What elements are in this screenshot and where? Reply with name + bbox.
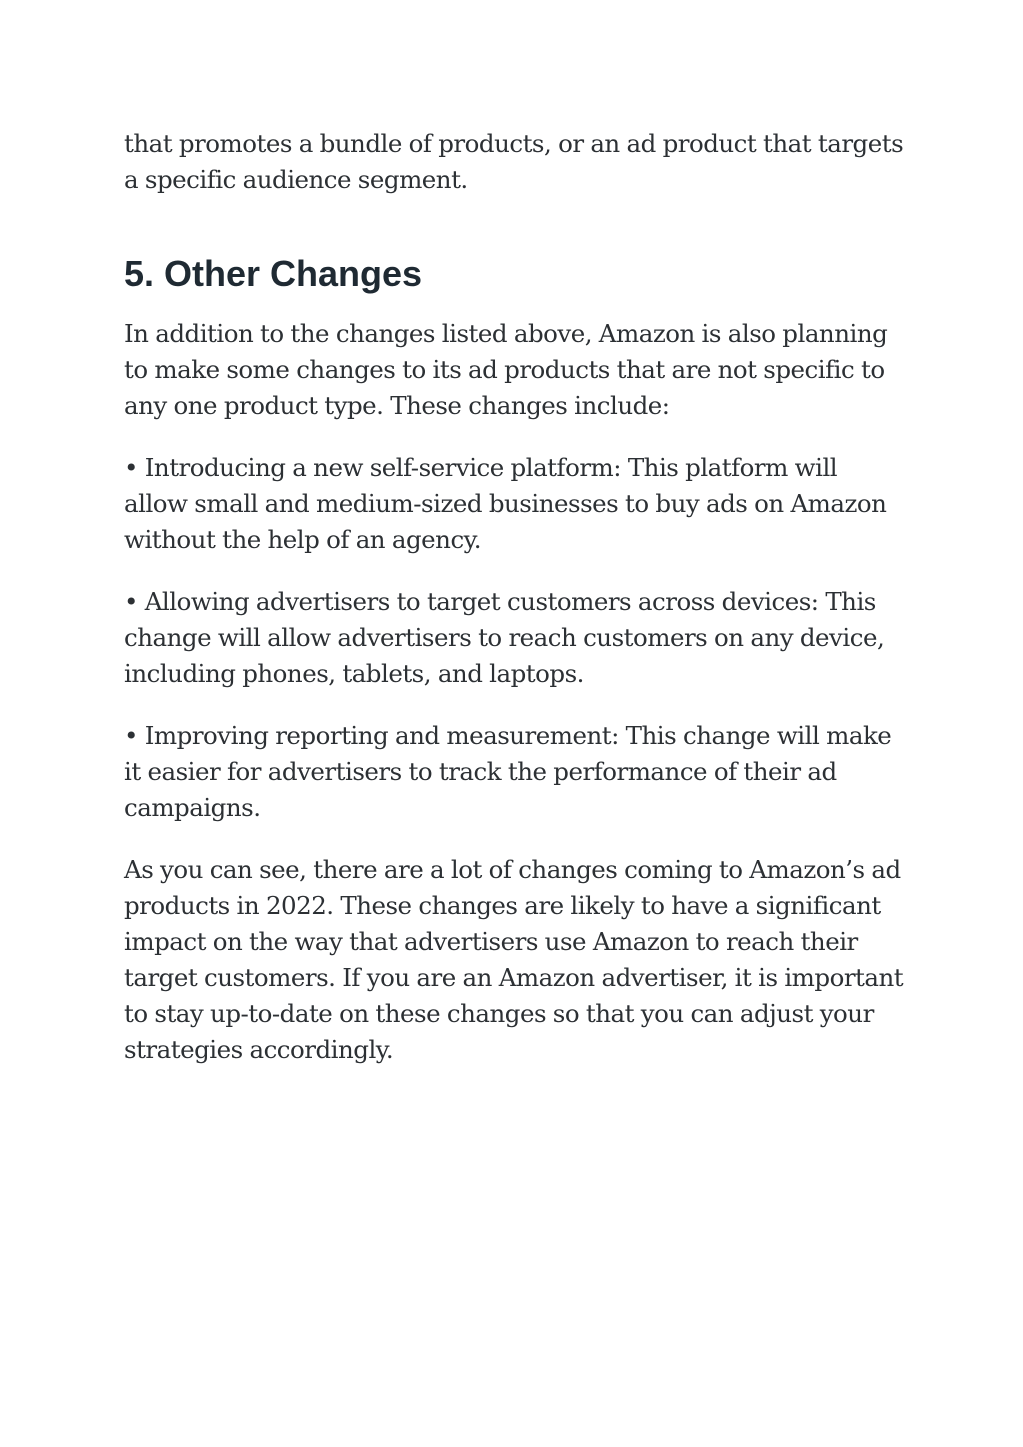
bullet-self-service-platform: • Introducing a new self-service platform: This platform will allow small and medium-sized businesses to buy ads on Amazon without the help of an agency. <box>124 453 887 554</box>
bullet-cross-device-targeting: • Allowing advertisers to target customers across devices: This change will allow advertisers to reach customers on any device, including phones, tablets, and laptops. <box>124 587 885 688</box>
article-body <box>124 126 904 1068</box>
section-lead-paragraph: In addition to the changes listed above, Amazon is also planning to make some changes to its ad products that are not specific to any one product type. These changes include: <box>124 319 888 420</box>
section-heading: 5. Other Changes <box>124 253 423 294</box>
bullet-reporting-measurement: • Improving reporting and measurement: This change will make it easier for advertisers to track the performance of their ad campaigns. <box>124 721 892 822</box>
intro-paragraph: that promotes a bundle of products, or an ad product that targets a specific audience segment. <box>124 129 904 194</box>
conclusion-paragraph: As you can see, there are a lot of changes coming to Amazon’s ad products in 2022. These changes are likely to have a significant impact on the way that advertisers use Amazon to reach their target customers. If you are an Amazon advertiser, it is important to stay up-to-date on these changes so that you can adjust your strategies accordingly. <box>124 855 904 1064</box>
